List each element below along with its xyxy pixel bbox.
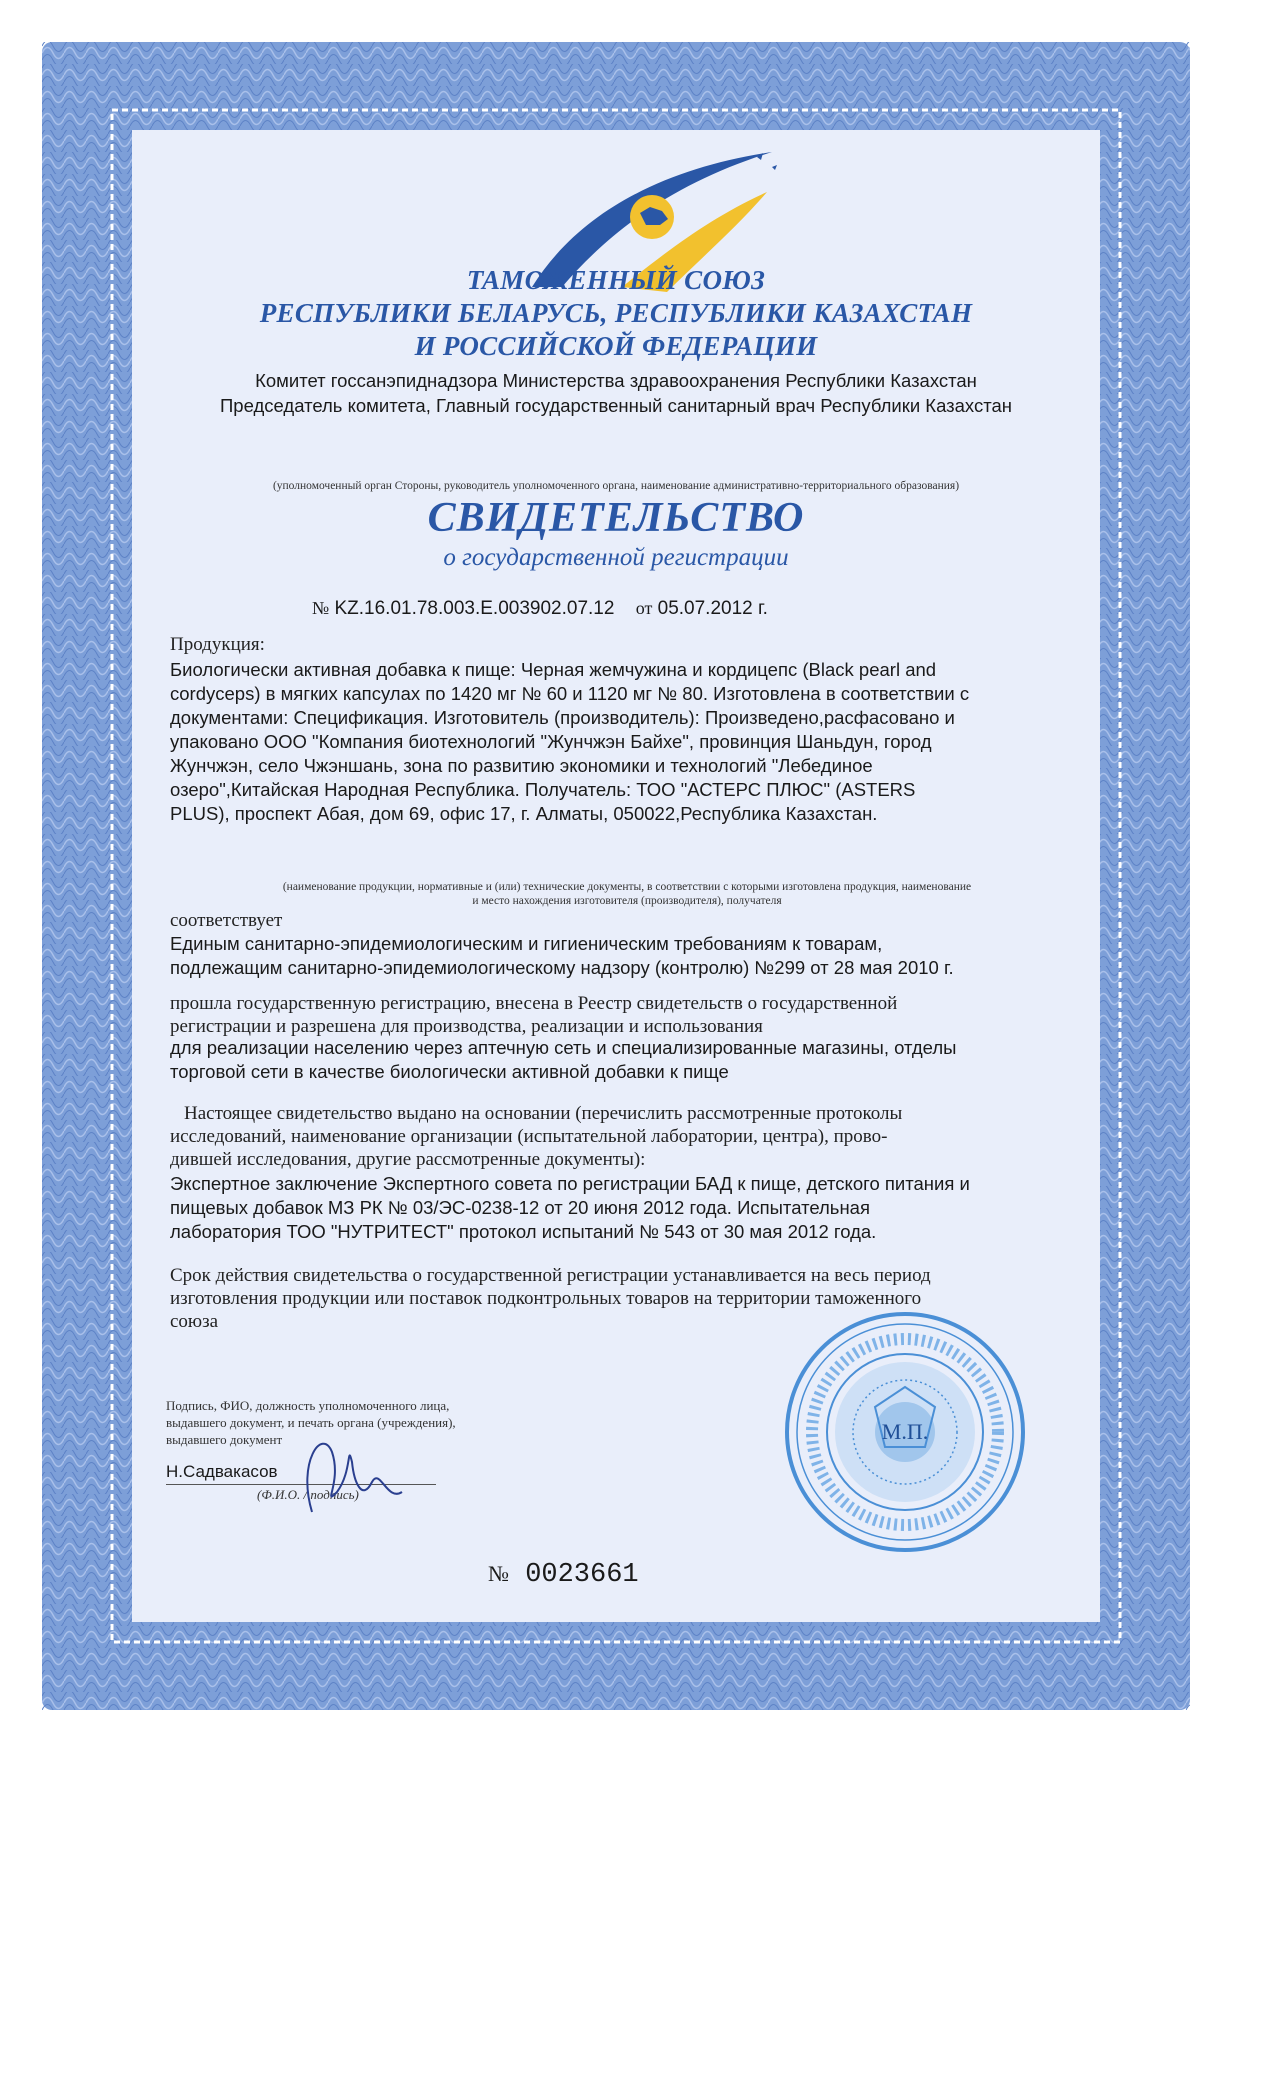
intended-use bbox=[170, 1036, 1110, 1084]
product-line: упаковано ООО "Компания биотехнологий "Жунчжэн Байхе", провинция Шаньдун, город bbox=[170, 731, 932, 752]
document-title: СВИДЕТЕЛЬСТВО bbox=[427, 495, 805, 541]
caption-line: и место нахождения изготовителя (производителя), получателя bbox=[472, 895, 782, 907]
use-line: торговой сети в качестве биологически активной добавки к пище bbox=[170, 1061, 729, 1082]
sig-caption-line: выдавшего документ, и печать органа (учреждения), bbox=[166, 1415, 456, 1430]
union-line: ТАМОЖЕННЫЙ СОЮЗ bbox=[466, 265, 766, 295]
caption-line: (наименование продукции, нормативные и (или) технические документы, в соответствии с которыми изготовлена продукция, наименование bbox=[282, 881, 972, 893]
number-label: № bbox=[312, 598, 330, 618]
registration-statement bbox=[170, 992, 1110, 1038]
serial-number bbox=[488, 1560, 639, 1590]
statement-line: прошла государственную регистрацию, внесена в Реестр свидетельств о государственной bbox=[170, 993, 898, 1014]
basis-doc-line: пищевых добавок МЗ РК № 03/ЭС-0238-12 от 20 июня 2012 года. Испытательная bbox=[170, 1197, 870, 1218]
union-line: РЕСПУБЛИКИ БЕЛАРУСЬ, РЕСПУБЛИКИ КАЗАХСТАН bbox=[259, 298, 973, 328]
product-line: Жунчжэн, село Чжэншань, зона по развитию экономики и технологий "Лебединое bbox=[170, 755, 873, 776]
registration-number: KZ.16.01.78.003.E.003902.07.12 bbox=[334, 598, 615, 619]
conformity-text bbox=[170, 932, 1110, 980]
basis-doc-line: лаборатория ТОО "НУТРИТЕСТ" протокол испытаний № 543 от 30 мая 2012 года. bbox=[170, 1221, 877, 1242]
authority-block bbox=[42, 368, 1190, 418]
authority-caption: (уполномоченный орган Стороны, руководитель уполномоченного органа, наименование административно-территориального образования) bbox=[272, 480, 960, 492]
conformity-line: Единым санитарно-эпидемиологическим и гигиеническим требованиям к товарам, bbox=[170, 933, 883, 954]
validity-line: изготовления продукции или поставок подконтрольных товаров на территории таможенного bbox=[170, 1288, 922, 1309]
serial-label: № bbox=[488, 1561, 509, 1586]
basis-statement bbox=[170, 1102, 1110, 1171]
union-line: И РОССИЙСКОЙ ФЕДЕРАЦИИ bbox=[414, 331, 818, 361]
authority-line: Председатель комитета, Главный государственный санитарный врач Республики Казахстан bbox=[220, 395, 1012, 416]
sig-caption-line: выдавшего документ bbox=[166, 1432, 283, 1447]
customs-union-heading bbox=[42, 264, 1190, 363]
statement-line: регистрации и разрешена для производства, реализации и использования bbox=[170, 1016, 763, 1037]
handwritten-signature bbox=[292, 1422, 432, 1522]
product-caption bbox=[162, 880, 1092, 908]
conformity-label: соответствует bbox=[170, 910, 283, 931]
basis-line: дившей исследования, другие рассмотренные документы): bbox=[170, 1149, 646, 1170]
basis-line: Настоящее свидетельство выдано на основании (перечислить рассмотренные протоколы bbox=[184, 1103, 903, 1124]
basis-line: исследований, наименование организации (испытательной лаборатории, центра), прово- bbox=[170, 1126, 888, 1147]
product-line: Биологически активная добавка к пище: Черная жемчужина и кордицепс (Black pearl and bbox=[170, 659, 937, 680]
serial-value: 0023661 bbox=[525, 1560, 639, 1590]
basis-documents bbox=[170, 1172, 1110, 1244]
document-subtitle: о государственной регистрации bbox=[443, 544, 789, 571]
product-line: cordyceps) в мягких капсулах по 1420 мг № 60 и 1120 мг № 80. Изготовлена в соответствии с bbox=[170, 683, 970, 704]
sig-caption-line: Подпись, ФИО, должность уполномоченного лица, bbox=[166, 1398, 450, 1413]
validity-line: союза bbox=[170, 1311, 219, 1332]
official-stamp bbox=[780, 1307, 1030, 1557]
authority-line: Комитет госсанэпиднадзора Министерства здравоохранения Республики Казахстан bbox=[255, 370, 977, 391]
date-label: от bbox=[635, 598, 653, 618]
conformity-line: подлежащим санитарно-эпидемиологическому надзору (контролю) №299 от 28 мая 2010 г. bbox=[170, 957, 954, 978]
registration-date: 05.07.2012 г. bbox=[657, 598, 768, 619]
signature-name-caption: (Ф.И.О. / подпись) bbox=[257, 1487, 359, 1502]
registration-line bbox=[312, 598, 768, 620]
stamp-center-text: М.П. bbox=[881, 1419, 929, 1444]
product-line: PLUS), проспект Абая, дом 69, офис 17, г. Алматы, 050022,Республика Казахстан. bbox=[170, 803, 878, 824]
use-line: для реализации населению через аптечную сеть и специализированные магазины, отделы bbox=[170, 1037, 957, 1058]
validity-line: Срок действия свидетельства о государственной регистрации устанавливается на весь период bbox=[170, 1265, 931, 1286]
guilloche-frame bbox=[42, 42, 1190, 1710]
product-label: Продукция: bbox=[170, 634, 265, 655]
product-description bbox=[170, 658, 1110, 826]
product-line: озеро",Китайская Народная Республика. Получатель: ТОО "АСТЕРС ПЛЮС" (ASTERS bbox=[170, 779, 916, 800]
basis-doc-line: Экспертное заключение Экспертного совета по регистрации БАД к пище, детского питания и bbox=[170, 1173, 970, 1194]
signatory-name: Н.Садвакасов bbox=[166, 1462, 278, 1481]
product-line: документами: Спецификация. Изготовитель (производитель): Произведено,расфасовано и bbox=[170, 707, 955, 728]
